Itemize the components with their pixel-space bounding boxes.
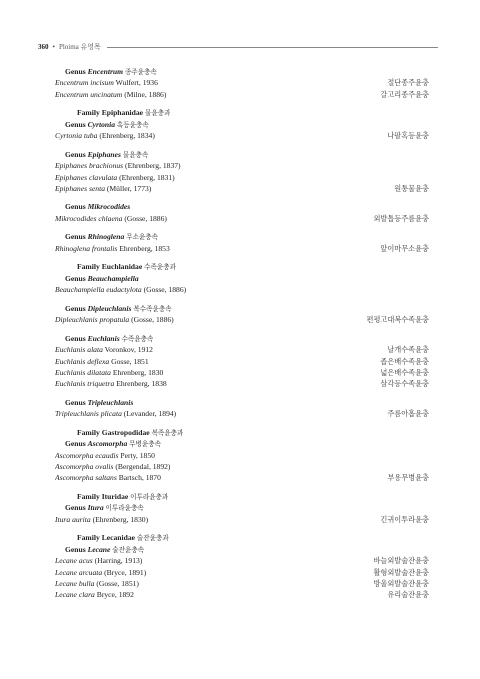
species-name-cell xyxy=(55,472,161,483)
species-name-cell xyxy=(55,514,148,525)
species-author: Bryce, 1892 xyxy=(96,590,134,600)
species-name-cell xyxy=(55,89,166,100)
species-author: Wulfert, 1936 xyxy=(115,78,158,88)
species-row xyxy=(55,344,429,355)
korean-common-name: 나팔혹등윤충 xyxy=(387,131,429,141)
species-row xyxy=(55,578,429,589)
species-name: Euchlanis deflexa xyxy=(55,356,110,366)
korean-common-name: 방울외발술잔윤충 xyxy=(373,578,429,588)
species-name-cell xyxy=(55,130,155,141)
species-name-cell xyxy=(55,555,142,566)
section-gap xyxy=(55,254,429,261)
species-author: (Bergendal, 1892) xyxy=(115,462,171,472)
genus-row xyxy=(55,333,429,344)
genus-korean-name: 무소윤충속 xyxy=(126,233,159,242)
species-author: Bartsch, 1870 xyxy=(118,473,161,483)
species-row xyxy=(55,160,429,171)
species-row xyxy=(55,367,429,378)
family-rank-label: Family xyxy=(77,108,102,118)
genus-rank-label: Genus xyxy=(65,149,88,159)
family-row xyxy=(55,107,429,118)
species-row xyxy=(55,356,429,367)
family-korean-name: 이투라윤충과 xyxy=(130,492,169,501)
genus-name: Ascomorpha xyxy=(87,439,128,449)
species-author: Ehrenberg, 1830 xyxy=(112,367,164,377)
species-name-cell xyxy=(55,243,170,254)
species-author: Perty, 1850 xyxy=(120,450,155,460)
species-author: (Ehrenberg, 1834) xyxy=(99,131,155,141)
genus-row xyxy=(55,502,429,513)
species-name: Ascomorpha saltans xyxy=(55,473,117,483)
species-name: Ascomorpha ovalis xyxy=(55,462,114,472)
header-rule xyxy=(107,47,438,48)
korean-common-name: 절단종주윤충 xyxy=(387,78,429,88)
species-name: Tripleuchlanis plicata xyxy=(55,409,122,419)
species-name-cell xyxy=(55,356,149,367)
family-rank-label: Family xyxy=(77,533,102,543)
korean-common-name: 넓은배수족윤충 xyxy=(380,367,429,377)
genus-name: Lecane xyxy=(87,544,111,554)
genus-row xyxy=(55,303,429,314)
species-name-cell xyxy=(55,367,163,378)
species-name: Cyrtonia tuba xyxy=(55,131,98,141)
genus-rank-label: Genus xyxy=(65,333,88,343)
species-name-cell xyxy=(55,172,175,183)
species-row xyxy=(55,589,429,600)
species-author: (Ehrenberg, 1837) xyxy=(125,161,181,171)
genus-name: Beauchampiella xyxy=(87,273,139,283)
species-author: (Gosse, 1886) xyxy=(143,285,187,295)
species-author: Ehrenberg, 1853 xyxy=(119,243,170,253)
family-row xyxy=(55,427,429,438)
korean-common-name: 외발톱등주름윤충 xyxy=(373,213,429,223)
species-row xyxy=(55,408,429,419)
species-name: Mikrocodides chlaena xyxy=(55,213,123,223)
species-name-cell xyxy=(55,77,158,88)
running-title: Ploima 유영목 xyxy=(58,43,101,51)
genus-rank-label: Genus xyxy=(65,202,88,212)
genus-name: Dipleuchlanis xyxy=(87,303,132,313)
genus-name-cell xyxy=(65,397,133,408)
genus-rank-label: Genus xyxy=(65,544,88,554)
species-row xyxy=(55,172,429,183)
header-bullet: • xyxy=(52,43,55,51)
species-row xyxy=(55,183,429,194)
taxonomy-list xyxy=(55,66,429,601)
section-gap xyxy=(55,194,429,201)
genus-row xyxy=(55,397,429,408)
species-row xyxy=(55,243,429,254)
species-author: (Müller, 1773) xyxy=(106,183,152,193)
family-korean-name: 복족윤충과 xyxy=(151,428,184,437)
korean-common-name: 좁은배수족윤충 xyxy=(380,356,429,366)
species-author: (Gosse, 1851) xyxy=(96,578,139,588)
korean-common-name: 긴귀이투라윤충 xyxy=(380,514,429,524)
genus-korean-name: 물윤충속 xyxy=(122,150,149,159)
genus-name: Encentrum xyxy=(87,67,124,76)
family-row xyxy=(55,532,429,543)
species-row xyxy=(55,378,429,389)
species-name: Beauchampiella eudactylota xyxy=(55,285,142,295)
species-name: Itura aurita xyxy=(55,514,91,524)
korean-common-name: 바늘외발술잔윤충 xyxy=(373,556,429,566)
species-row xyxy=(55,555,429,566)
species-name-cell xyxy=(55,567,146,578)
genus-row xyxy=(55,66,429,77)
species-name: Lecane clara xyxy=(55,590,95,600)
genus-rank-label: Genus xyxy=(65,503,88,513)
korean-common-name: 편평고대복수족윤충 xyxy=(366,315,429,325)
species-name: Lecane acus xyxy=(55,556,93,566)
genus-rank-label: Genus xyxy=(65,119,88,129)
family-row xyxy=(55,261,429,272)
species-row xyxy=(55,450,429,461)
species-author: (Bryce, 1891) xyxy=(104,567,147,577)
genus-korean-name: 이투라윤충속 xyxy=(105,504,144,513)
genus-name: Rhinoglena xyxy=(87,232,125,242)
genus-row xyxy=(55,273,429,284)
species-name: Lecane arcuata xyxy=(55,567,103,577)
genus-rank-label: Genus xyxy=(65,397,88,407)
genus-row xyxy=(55,544,429,555)
species-author: (Gosse, 1886) xyxy=(124,213,167,223)
species-name: Euchlanis dilatata xyxy=(55,367,111,377)
species-name-cell xyxy=(55,183,151,194)
species-name: Euchlanis alata xyxy=(55,345,103,355)
genus-name: Cyrtonia xyxy=(87,119,116,129)
species-row xyxy=(55,514,429,525)
genus-korean-name: 수족윤충속 xyxy=(121,334,154,343)
family-name: Gastropodidae xyxy=(101,427,150,437)
genus-name: Euchlanis xyxy=(87,333,120,343)
species-name: Epiphanes brachionus xyxy=(55,161,124,171)
genus-name: Mikrocodides xyxy=(87,202,131,212)
genus-row xyxy=(55,119,429,130)
species-name-cell xyxy=(55,578,139,589)
section-gap xyxy=(55,484,429,491)
korean-common-name: 갈고리종주윤충 xyxy=(380,89,429,99)
species-author: (Gosse, 1886) xyxy=(131,315,174,325)
family-korean-name: 수족윤충과 xyxy=(144,263,176,272)
species-row xyxy=(55,567,429,578)
section-gap xyxy=(55,525,429,532)
family-korean-name: 물윤충과 xyxy=(144,109,171,118)
species-row xyxy=(55,314,429,325)
genus-row xyxy=(55,438,429,449)
korean-common-name: 부용무병윤충 xyxy=(387,473,429,483)
genus-korean-name: 혹등윤충속 xyxy=(116,120,149,129)
genus-name: Itura xyxy=(87,503,104,513)
species-name: Ascomorpha ecaudis xyxy=(55,450,119,460)
page-header xyxy=(38,40,438,54)
species-row xyxy=(55,130,429,141)
species-name: Encentrum uncinatum xyxy=(55,89,123,99)
species-row xyxy=(55,89,429,100)
species-row xyxy=(55,472,429,483)
species-name-cell xyxy=(55,450,155,461)
genus-name-cell xyxy=(65,201,130,212)
species-row xyxy=(55,461,429,472)
genus-rank-label: Genus xyxy=(65,303,88,313)
genus-rank-label: Genus xyxy=(65,67,88,76)
genus-korean-name: 무병윤충속 xyxy=(129,440,162,449)
korean-common-name: 앞이마무소윤충 xyxy=(380,243,429,253)
species-row xyxy=(55,77,429,88)
section-gap xyxy=(55,100,429,107)
species-author: Ehrenberg, 1838 xyxy=(116,379,167,389)
species-author: (Levander, 1894) xyxy=(123,409,177,419)
species-row xyxy=(55,284,429,295)
section-gap xyxy=(55,142,429,149)
korean-common-name: 날개수족윤충 xyxy=(387,345,429,355)
species-name: Rhinoglena frontalis xyxy=(55,243,118,253)
species-name-cell xyxy=(55,160,181,171)
species-name-cell xyxy=(55,408,176,419)
species-name: Encentrum incisum xyxy=(55,78,114,88)
family-name: Epiphanidae xyxy=(101,108,144,118)
species-name-cell xyxy=(55,284,186,295)
species-author: (Milne, 1886) xyxy=(124,89,167,99)
species-name-cell xyxy=(55,378,167,389)
section-gap xyxy=(55,224,429,231)
genus-korean-name: 술잔윤충속 xyxy=(112,545,145,554)
genus-korean-name: 복수족윤충속 xyxy=(133,304,172,313)
genus-rank-label: Genus xyxy=(65,273,88,283)
family-name: Ituridae xyxy=(101,491,129,501)
species-name: Epiphanes senta xyxy=(55,183,105,193)
genus-name: Tripleuchlanis xyxy=(87,397,134,407)
species-author: (Harring, 1913) xyxy=(94,556,143,566)
species-name-cell xyxy=(55,461,170,472)
species-author: Voronkov, 1912 xyxy=(104,345,153,355)
family-name: Lecanidae xyxy=(101,533,136,543)
species-name: Dipleuchlanis propatula xyxy=(55,315,130,325)
section-gap xyxy=(55,296,429,303)
species-name: Euchlanis triquetra xyxy=(55,379,115,389)
korean-common-name: 유리술잔윤충 xyxy=(387,590,429,600)
species-name: Epiphanes clavulata xyxy=(55,172,118,182)
species-name-cell xyxy=(55,314,174,325)
family-korean-name: 술잔윤충과 xyxy=(136,534,169,543)
korean-common-name: 원통물윤충 xyxy=(394,183,429,193)
family-rank-label: Family xyxy=(77,491,102,501)
korean-common-name: 주름아홉윤충 xyxy=(387,409,429,419)
genus-korean-name: 종주윤충속 xyxy=(124,68,157,76)
genus-row xyxy=(55,201,429,212)
genus-rank-label: Genus xyxy=(65,439,88,449)
family-name: Euchlanidae xyxy=(101,262,143,272)
species-name-cell xyxy=(55,213,167,224)
species-name-cell xyxy=(55,344,153,355)
family-rank-label: Family xyxy=(77,262,102,272)
section-gap xyxy=(55,390,429,397)
page-number: 360 xyxy=(38,43,49,51)
species-author: Gosse, 1851 xyxy=(111,356,149,366)
species-row xyxy=(55,213,429,224)
genus-name-cell xyxy=(65,273,139,284)
species-name-cell xyxy=(55,589,134,600)
section-gap xyxy=(55,420,429,427)
korean-common-name: 활형외발술잔윤충 xyxy=(373,567,429,577)
species-name: Lecane bulla xyxy=(55,578,95,588)
section-gap xyxy=(55,326,429,333)
genus-name: Epiphanes xyxy=(87,149,121,159)
genus-row xyxy=(55,149,429,160)
species-author: (Ehrenberg, 1831) xyxy=(119,172,175,182)
family-row xyxy=(55,491,429,502)
genus-rank-label: Genus xyxy=(65,232,88,242)
family-rank-label: Family xyxy=(77,427,102,437)
genus-row xyxy=(55,231,429,242)
species-author: (Ehrenberg, 1830) xyxy=(92,514,149,524)
korean-common-name: 삼각등수족윤충 xyxy=(380,379,429,389)
